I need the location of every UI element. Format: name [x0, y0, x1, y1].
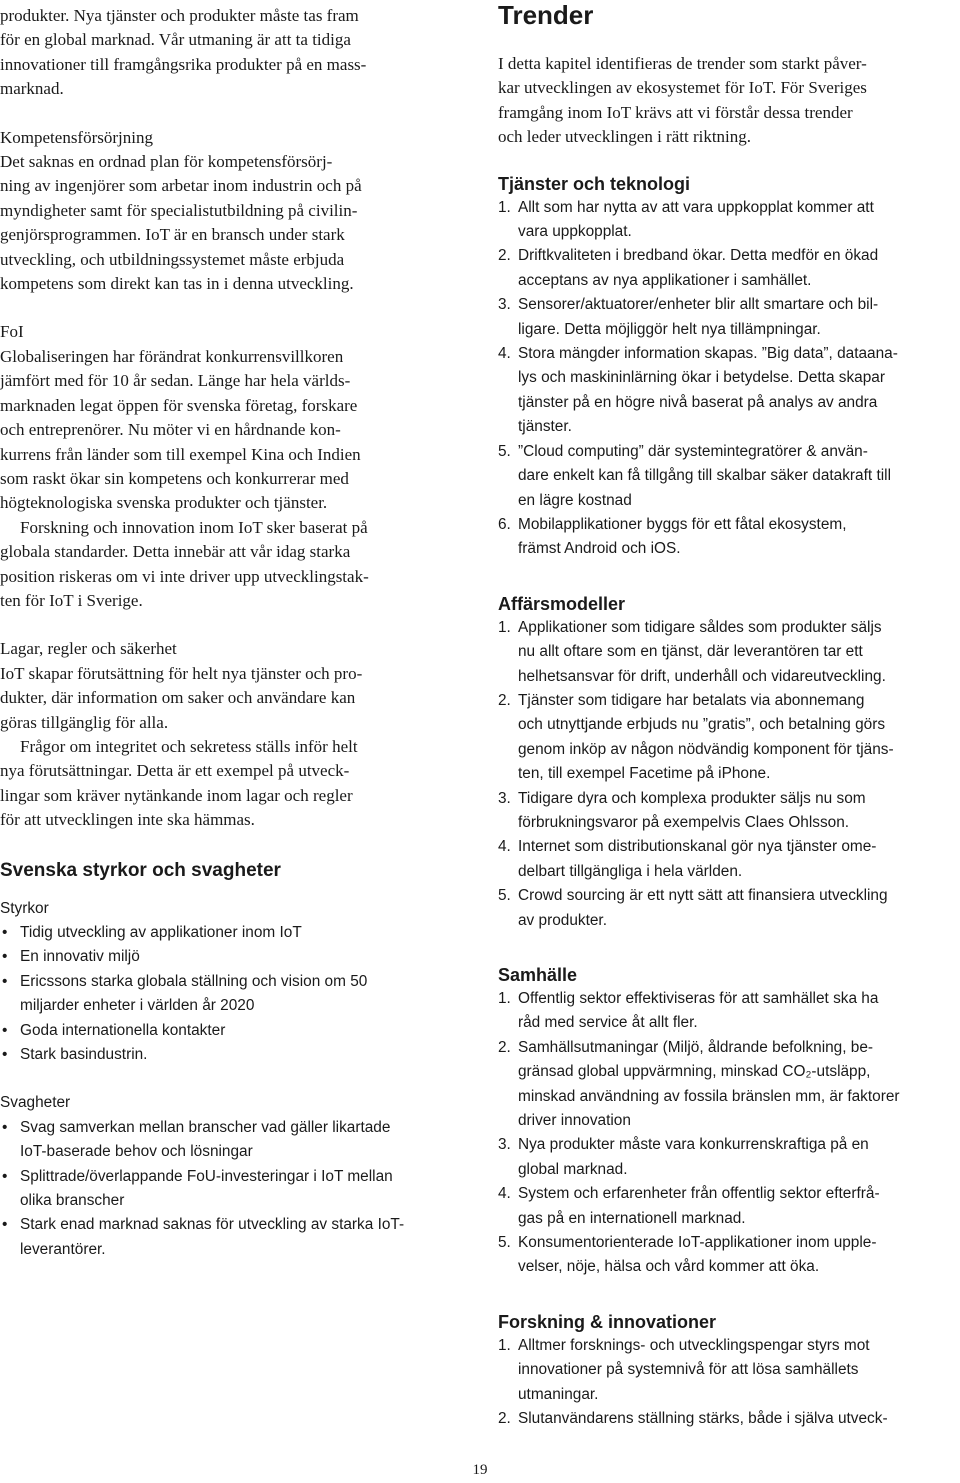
item-number: 5. — [498, 887, 511, 905]
section-heading: Tjänster och teknologi — [498, 173, 691, 194]
item-line: ”Cloud computing” där systemintegratörer & använ- — [518, 442, 868, 460]
list-item: • Stark enad marknad saknas för utveckling av starka IoT- leverantörer. — [0, 1213, 464, 1262]
item-number: 4. — [498, 345, 511, 363]
text-line: position riskeras om vi inte driver upp utvecklingstak- — [0, 566, 369, 586]
item-line: Konsumentorienterade IoT-applikationer inom upple- — [518, 1234, 877, 1252]
item-line: driver innovation — [518, 1112, 631, 1130]
text-line: framgång inom IoT krävs att vi förstår dessa trender — [498, 102, 853, 122]
item-line: helhetsansvar för drift, underhåll och vidareutveckling. — [518, 667, 886, 685]
styrkor-label: Styrkor — [0, 899, 49, 917]
item-number: 2. — [498, 247, 511, 265]
list-item — [498, 1334, 960, 1407]
item-line: Alltmer forsknings- och utvecklingspengar styrs mot — [518, 1336, 870, 1354]
section-heading: Samhälle — [498, 965, 578, 985]
list-item — [498, 689, 960, 787]
section-heading: Forskning & innovationer — [498, 1311, 717, 1332]
text-line: I detta kapitel identifieras de trender som starkt påver- — [498, 54, 867, 73]
trend-section — [498, 172, 960, 562]
item-number: 2. — [498, 1410, 511, 1428]
text-line: Globaliseringen har förändrat konkurrensvillkoren — [0, 346, 344, 366]
page-title: Trender — [498, 0, 594, 30]
right-column — [498, 0, 960, 1432]
page-number: 19 — [472, 1462, 488, 1478]
item-line: Samhällsutmaningar (Miljö, åldrande befolkning, be- — [518, 1038, 874, 1056]
text-line: genjörsprogrammen. IoT är en bransch under stark — [0, 225, 345, 245]
item-line: System och erfarenheter från offentlig sektor efterfrå- — [518, 1185, 880, 1203]
list-item — [498, 787, 960, 836]
item-number: 5. — [498, 1234, 511, 1252]
kompetens-section — [0, 126, 464, 297]
item-line: ten, till exempel Facetime på iPhone. — [518, 765, 771, 783]
item-line: Slutanvändarens ställning stärks, både i själva utveck- — [518, 1410, 888, 1428]
list-item: • Stark basindustrin. — [0, 1043, 464, 1067]
svenska-heading: Svenska styrkor och svagheter — [0, 859, 281, 881]
list-item — [498, 835, 960, 884]
numbered-list — [498, 1334, 960, 1432]
list-item — [498, 293, 960, 342]
svenska-section — [0, 859, 464, 1263]
item-number: 3. — [498, 1136, 511, 1154]
svagheter-label: Svagheter — [0, 1094, 71, 1112]
item-line: genom inköp av någon nödvändig komponent för tjäns- — [518, 740, 894, 758]
item-line: utmaningar. — [518, 1385, 599, 1403]
item-line: Mobilapplikationer byggs för ett fåtal ekosystem, — [518, 515, 847, 533]
item-line: förbrukningsvaror på exempelvis Claes Ohlsson. — [518, 813, 850, 831]
item-line: Applikationer som tidigare såldes som produkter säljs — [518, 618, 882, 636]
text-line: kurrens från länder som till exempel Kina och Indien — [0, 444, 361, 464]
foi-section — [0, 320, 464, 613]
text-line: som raskt ökar sin kompetens och konkurrerar med — [0, 468, 349, 488]
list-item: • Ericssons starka globala ställning och vision om 50 miljarder enheter i världen år 2020 — [0, 970, 464, 1019]
kompetens-heading: Kompetensförsörjning — [0, 127, 153, 147]
text-line: jämfört med för 10 år sedan. Länge har hela världs- — [0, 371, 351, 391]
item-line: acceptans av nya applikationer i samhället. — [518, 271, 812, 289]
trend-section — [498, 963, 960, 1280]
item-line: Sensorer/aktuatorer/enheter blir allt smartare och bil- — [518, 296, 879, 314]
item-line: ligare. Detta möjliggör helt nya tillämpningar. — [518, 320, 821, 338]
text-line: Det saknas en ordnad plan för kompetensförsörj- — [0, 152, 333, 172]
numbered-list — [498, 987, 960, 1280]
item-line: Nya produkter måste vara konkurrenskraftiga på en — [518, 1136, 869, 1154]
list-item — [498, 1182, 960, 1231]
text-line: ning av ingenjörer som arbetar inom industrin och på — [0, 176, 362, 196]
trend-section — [498, 592, 960, 933]
item-line: minskad användning av fossila bränslen mm, är faktorer — [518, 1087, 900, 1105]
item-number: 4. — [498, 838, 511, 856]
list-item — [498, 987, 960, 1036]
item-number: 1. — [498, 1336, 511, 1354]
item-line: delbart tillgängliga i hela världen. — [518, 862, 743, 880]
left-column — [0, 0, 464, 1262]
trender-intro — [498, 52, 960, 150]
list-item: • En innovativ miljö — [0, 945, 464, 969]
item-line: Internet som distributionskanal gör nya tjänster ome- — [518, 838, 877, 856]
text-line: kompetens som direkt kan tas in i denna utveckling. — [0, 274, 354, 294]
list-item — [498, 616, 960, 689]
list-item — [498, 342, 960, 440]
list-item — [498, 196, 960, 245]
item-number: 2. — [498, 691, 511, 709]
list-item: • Goda internationella kontakter — [0, 1019, 464, 1043]
text-line: för en global marknad. Vår utmaning är att ta tidiga — [0, 30, 351, 50]
list-item: • Svag samverkan mellan branscher vad gäller likartade IoT-baserade behov och lösningar — [0, 1116, 464, 1165]
text-line: för att utvecklingen inte ska hämmas. — [0, 810, 255, 830]
text-line: Forskning och innovation inom IoT sker baserat på — [20, 517, 368, 537]
item-line: nu allt oftare som en tjänst, där leverantören tar ett — [518, 643, 863, 661]
text-line: göras tillgänglig för alla. — [0, 712, 169, 732]
item-number: 2. — [498, 1038, 511, 1056]
item-line: tjänster. — [518, 418, 572, 436]
list-item — [498, 1036, 960, 1134]
text-line: och leder utvecklingen i rätt riktning. — [498, 127, 752, 147]
item-line: Allt som har nytta av att vara uppkopplat kommer att — [518, 198, 874, 216]
item-number: 1. — [498, 618, 511, 636]
trend-section — [498, 1310, 960, 1432]
text-line: högteknologiska svenska produkter och tjänster. — [0, 493, 328, 513]
item-line: velser, nöje, hälsa och vård kommer att öka. — [518, 1258, 820, 1276]
item-line: en lägre kostnad — [518, 491, 632, 509]
list-item — [498, 513, 960, 562]
item-line: Driftkvaliteten i bredband ökar. Detta medför en ökad — [518, 247, 879, 265]
text-line: Frågor om integritet och sekretess ställs inför helt — [20, 736, 358, 756]
text-line: kar utvecklingen av ekosystemet för IoT. För Sveriges — [498, 78, 867, 98]
item-number: 3. — [498, 789, 511, 807]
text-line: utveckling, och utbildningssystemet måste erbjuda — [0, 249, 345, 269]
item-line: främst Android och iOS. — [518, 540, 681, 558]
intro-paragraph — [0, 4, 464, 102]
list-item — [498, 1133, 960, 1182]
item-line: innovationer på systemnivå för att lösa samhällets — [518, 1361, 859, 1379]
section-heading: Affärsmodeller — [498, 593, 626, 614]
item-number: 4. — [498, 1185, 511, 1203]
text-line: globala standarder. Detta innebär att vår idag starka — [0, 542, 351, 562]
list-item — [498, 244, 960, 293]
item-line: dare enkelt kan få tillgång till skalbar säker datakraft till — [518, 467, 891, 485]
numbered-list — [498, 616, 960, 933]
item-line: gränsad global uppvärmning, minskad CO₂-utsläpp, — [518, 1063, 871, 1081]
list-item — [498, 1407, 960, 1431]
lagar-section — [0, 637, 464, 832]
item-line: vara uppkopplat. — [518, 223, 632, 241]
list-item: • Tidig utveckling av applikationer inom IoT — [0, 921, 464, 945]
text-line: nya förutsättningar. Detta är ett exempel på utveck- — [0, 761, 350, 781]
text-line: ten för IoT i Sverige. — [0, 590, 143, 610]
text-line: myndigheter samt för specialistutbildning på civilin- — [0, 200, 358, 220]
item-line: av produkter. — [518, 911, 607, 929]
foi-heading: FoI — [0, 322, 24, 342]
item-number: 6. — [498, 515, 511, 533]
list-item: • Splittrade/överlappande FoU-investeringar i IoT mellan olika branscher — [0, 1165, 464, 1214]
item-number: 3. — [498, 296, 511, 314]
item-line: Stora mängder information skapas. ”Big data”, dataana- — [518, 345, 898, 363]
item-line: lys och maskininlärning ökar i betydelse. Detta skapar — [518, 369, 885, 387]
trend-sections — [498, 172, 960, 1432]
item-line: Offentlig sektor effektiviseras för att samhället ska ha — [518, 990, 879, 1007]
item-line: global marknad. — [518, 1160, 628, 1178]
item-line: råd med service åt allt fler. — [518, 1014, 698, 1032]
item-line: Tjänster som tidigare har betalats via abonnemang — [518, 691, 865, 709]
list-item — [498, 1231, 960, 1280]
svagheter-list — [0, 1116, 464, 1262]
text-line: marknad. — [0, 79, 64, 99]
list-item — [498, 440, 960, 513]
item-number: 1. — [498, 198, 511, 216]
item-line: och utnyttjande erbjuds nu ”gratis”, och betalning görs — [518, 716, 886, 734]
list-item — [498, 884, 960, 933]
text-line: IoT skapar förutsättning för helt nya tjänster och pro- — [0, 663, 363, 683]
item-number: 1. — [498, 990, 511, 1007]
text-line: dukter, där information om saker och användare kan — [0, 688, 356, 708]
text-line: innovationer till framgångsrika produkter på en mass- — [0, 54, 367, 74]
text-line: marknaden legat öppen för svenska företag, forskare — [0, 395, 358, 415]
text-line: och entreprenörer. Nu möter vi en hårdnande kon- — [0, 420, 341, 440]
item-line: Crowd sourcing är ett nytt sätt att finansiera utveckling — [518, 887, 888, 905]
item-line: gas på en internationell marknad. — [518, 1209, 746, 1227]
item-line: tjänster på en högre nivå baserat på analys av andra — [518, 393, 878, 411]
numbered-list — [498, 196, 960, 562]
text-line: produkter. Nya tjänster och produkter måste tas fram — [0, 6, 359, 25]
styrkor-list — [0, 921, 464, 1067]
item-line: Tidigare dyra och komplexa produkter säljs nu som — [518, 789, 866, 807]
item-number: 5. — [498, 442, 511, 460]
lagar-heading: Lagar, regler och säkerhet — [0, 639, 177, 659]
text-line: lingar som kräver nytänkande inom lagar och regler — [0, 785, 353, 805]
